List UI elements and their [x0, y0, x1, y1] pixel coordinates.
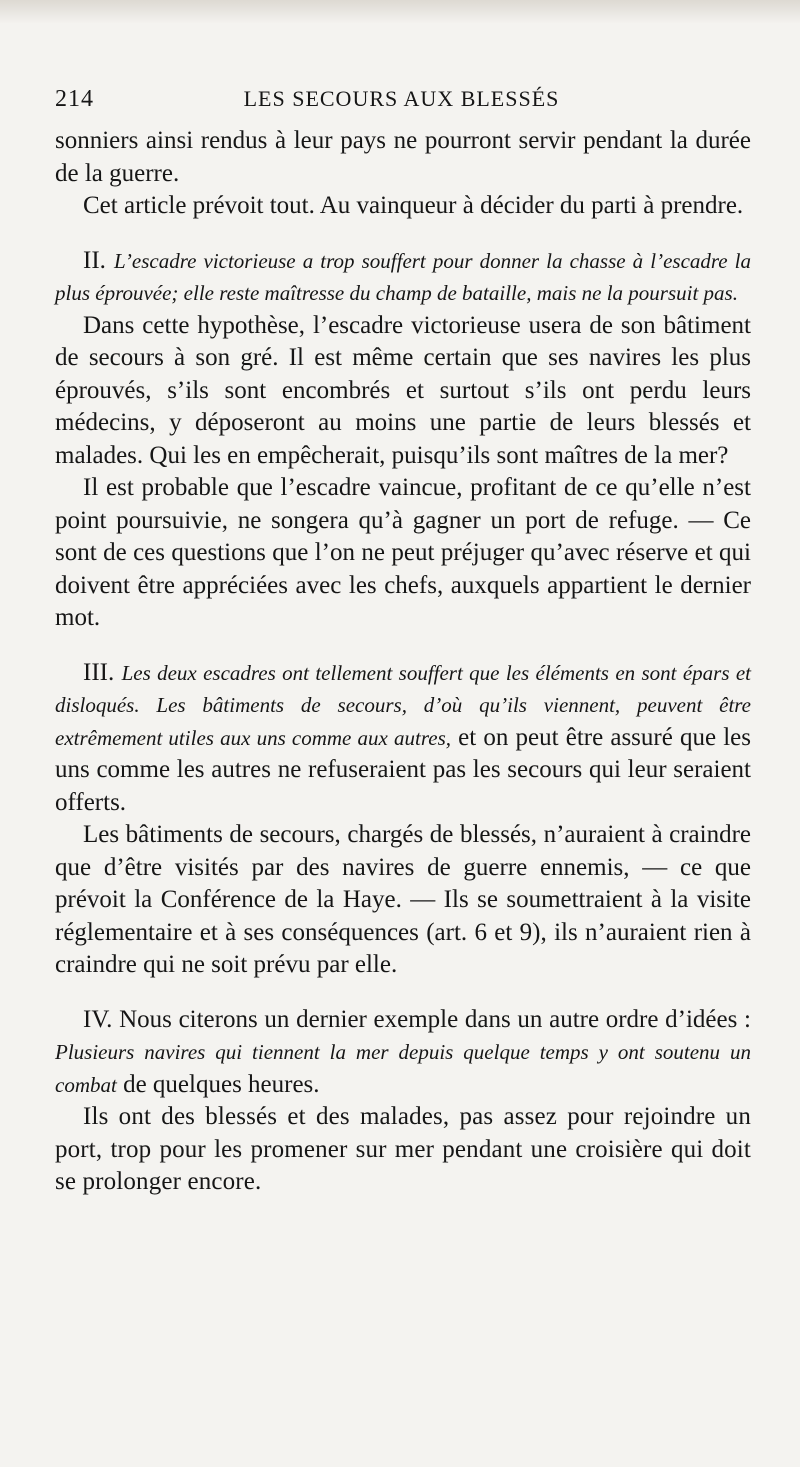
page-number: 214: [55, 85, 94, 112]
paragraph-hypothesis: Dans cette hypothèse, l’escadre victorieuse usera de son bâtiment de secours à son gré. Il est même certain que ses navires les plus éprouvés, s’ils sont encombrés et surtout s’ils ont perdu leurs médecins, y déposeront au moins une partie de leurs blessés et malades. Qui les en empêcherait, puisqu’ils sont maîtres de la mer?: [55, 311, 751, 469]
running-title: LES SECOURS AUX BLESSÉS: [243, 86, 560, 111]
section-iii-italic-title: Les deux escadres ont tellement souffert que les éléments en sont épars et disloqués. Les bâtiments de secours, d’où qu’ils viennent, peuvent être extrêmement utiles aux uns comme aux autres,: [55, 660, 752, 750]
section-iv-italic-example: Plusieurs navires qui tiennent la mer depuis quelque temps y ont soutenu un combat: [55, 1040, 751, 1097]
paragraph-continuation: sonniers ainsi rendus à leur pays ne pourront servir pendant la durée de la guerre.: [55, 127, 751, 187]
section-ii-heading: [55, 245, 751, 310]
section-iii-heading: [55, 657, 751, 820]
section-iv-heading: [55, 1004, 751, 1102]
page-body: [55, 125, 751, 1199]
paragraph-defeated-squadron: Il est probable que l’escadre vaincue, profitant de ce qu’elle n’est point poursuivie, ne songera qu’à gagner un port de refuge. — Ce sont de ces questions que l’on ne peut préjuger qu’avec réserve et qui doivent être appréciées avec les chefs, auxquels appartient le dernier mot.: [55, 474, 751, 631]
section-iv-text: de quelques heures.: [116, 1070, 320, 1098]
section-iv-number: IV.: [83, 1005, 113, 1033]
page-header: [55, 79, 748, 119]
section-iv-lead: Nous citerons un dernier exemple dans un autre ordre d’idées :: [112, 1005, 751, 1033]
section-ii-italic-title: L’escadre victorieuse a trop souffert pour donner la chasse à l’escadre la plus éprouvée; elle reste maîtresse du champ de bataille, mais ne la poursuit pas.: [55, 248, 752, 305]
paragraph-article-note: Cet article prévoit tout. Au vainqueur à décider du parti à prendre.: [83, 192, 744, 219]
page-top-edge: [0, 0, 800, 24]
section-iii-number: III.: [83, 658, 115, 686]
paragraph-wounded-cruise: Ils ont des blessés et des malades, pas assez pour rejoindre un port, trop pour les promener sur mer pendant une croisière qui doit se prolonger encore.: [55, 1103, 751, 1195]
section-iii-text: et on peut être assuré que les uns comme les autres ne refuseraient pas les secours qui leur seraient offerts.: [55, 723, 752, 816]
section-ii-number: II.: [83, 246, 106, 274]
paragraph-relief-ships: Les bâtiments de secours, chargés de blessés, n’auraient à craindre que d’être visités par des navires de guerre ennemis, — ce que prévoit la Conférence de la Haye. — Ils se soumettraient à la visite réglementaire et à ses conséquences (art. 6 et 9), ils n’auraient rien à craindre qui ne soit prévu par elle.: [55, 821, 751, 978]
